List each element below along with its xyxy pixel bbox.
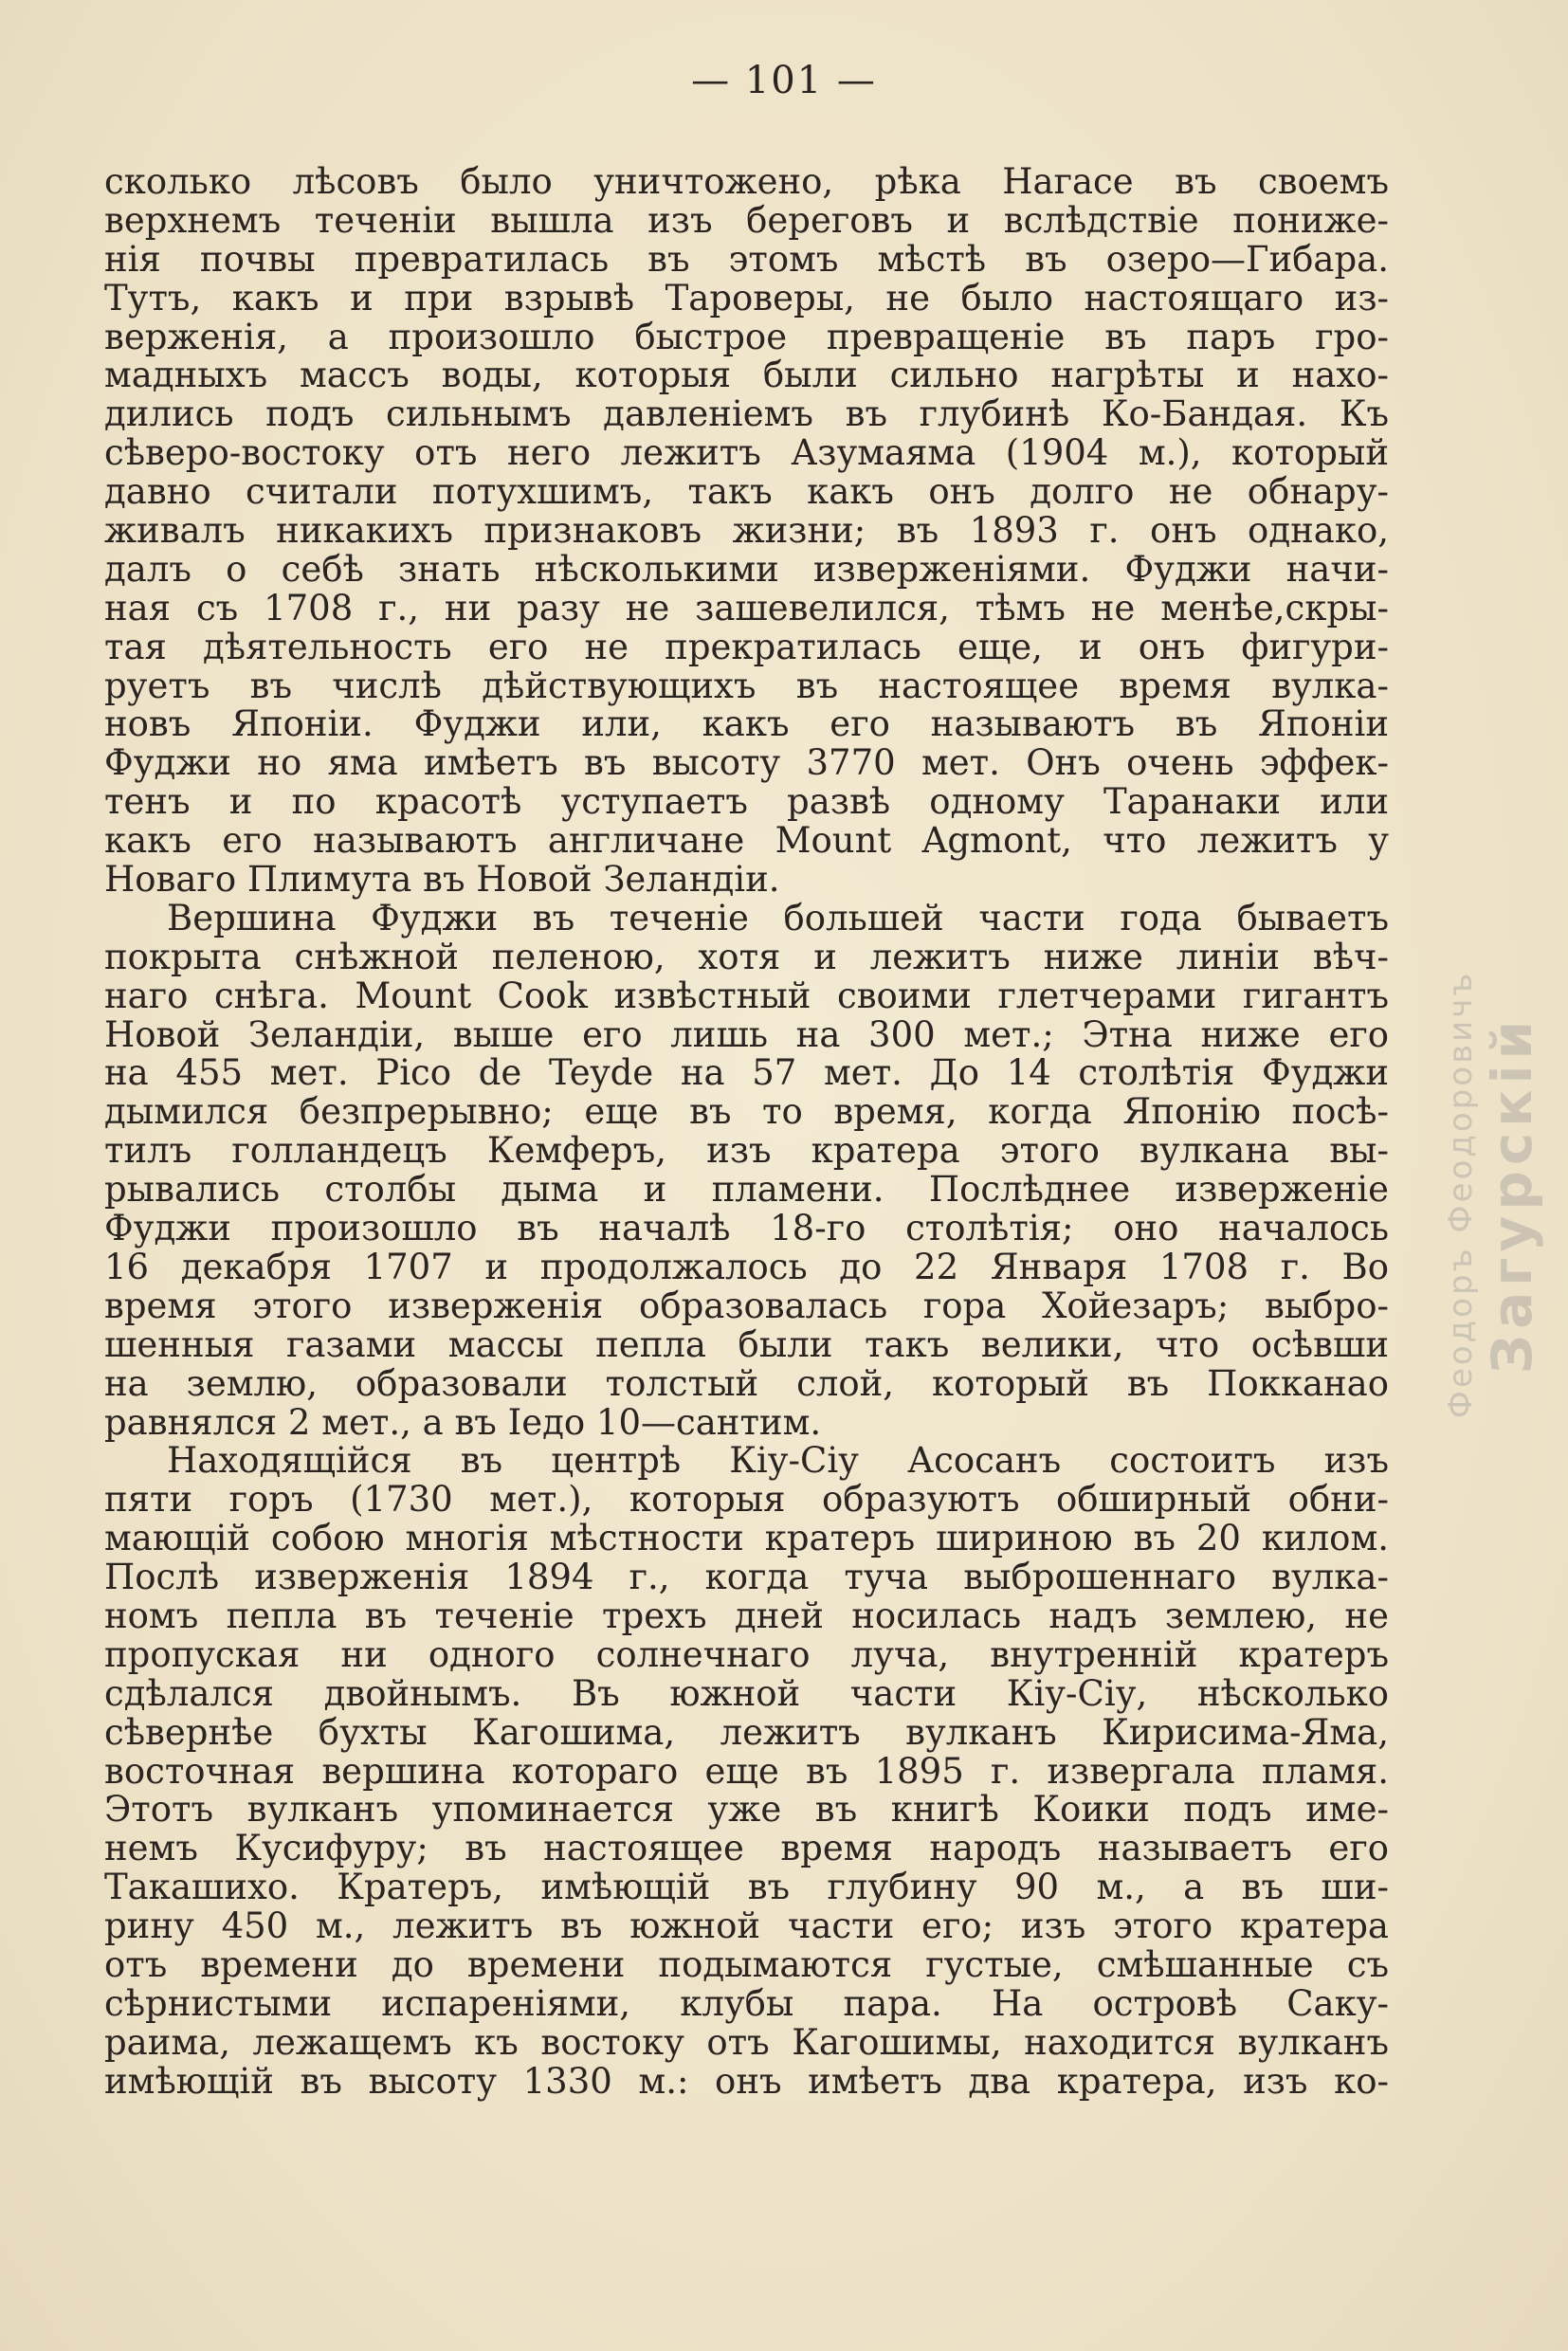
stamp-line-1: Феодоръ Феодоровичъ: [1442, 970, 1480, 1419]
text-line: мадныхъ массъ воды, которыя были сильно нагрѣты и нахо-: [104, 355, 1389, 396]
paragraph-start-line: Вершина Фуджи въ теченіе большей части года бываетъ: [167, 897, 1389, 939]
text-line: Новаго Плимута въ Новой Зеландіи.: [104, 859, 780, 901]
page-number: — 101 —: [691, 59, 877, 102]
text-line: восточная вершина котораго еще въ 1895 г. извергала пламя.: [104, 1750, 1389, 1792]
text-line: верхнемъ теченіи вышла изъ береговъ и вслѣдствіе пониже-: [104, 199, 1389, 241]
text-line: рину 450 м., лежитъ въ южной части его; изъ этого кратера: [104, 1905, 1389, 1947]
text-line: верженія, а произошло быстрое превращеніе въ паръ гро-: [104, 316, 1389, 357]
text-line: новъ Японіи. Фуджи или, какъ его называютъ въ Японіи: [104, 703, 1389, 745]
text-line: сдѣлался двойнымъ. Въ южной части Кіу-Сіу, нѣсколько: [104, 1672, 1389, 1714]
text-line: мающій собою многія мѣстности кратеръ шириною въ 20 килом.: [104, 1518, 1389, 1559]
text-line: имѣющій въ высоту 1330 м.: онъ имѣетъ два кратера, изъ ко-: [104, 2060, 1389, 2102]
text-line: наго снѣга. Mount Cook извѣстный своими глетчерами гигантъ: [104, 975, 1389, 1016]
text-line: Этотъ вулканъ упоминается уже въ книгѣ Коики подъ име-: [104, 1789, 1389, 1831]
text-line: сколько лѣсовъ было уничтожено, рѣка Нагасе въ своемъ: [104, 161, 1389, 202]
text-line: 16 декабря 1707 и продолжалось до 22 Января 1708 г. Во: [104, 1246, 1389, 1287]
text-line: тая дѣятельность его не прекратилась еще, и онъ фигури-: [104, 626, 1389, 667]
text-line: немъ Кусифуру; въ настоящее время народъ называетъ его: [104, 1828, 1389, 1869]
text-line: сѣвернѣе бухты Кагошима, лежитъ вулканъ Кирисима-Яма,: [104, 1711, 1389, 1753]
text-line: руетъ въ числѣ дѣйствующихъ въ настоящее время вулка-: [104, 665, 1389, 706]
text-line: сѣверо-востоку отъ него лежитъ Азумаяма (1904 м.), который: [104, 432, 1389, 474]
text-line: на землю, образовали толстый слой, который въ Покканао: [104, 1362, 1389, 1404]
text-line: номъ пепла въ теченіе трехъ дней носилась надъ землею, не: [104, 1595, 1389, 1636]
owner-stamp: [1413, 891, 1568, 1498]
text-line: тенъ и по красотѣ уступаетъ развѣ одному Таранаки или: [104, 781, 1389, 823]
text-line: живалъ никакихъ признаковъ жизни; въ 1893 г. онъ однако,: [104, 510, 1389, 552]
text-line: Фуджи но яма имѣетъ въ высоту 3770 мет. Онъ очень эффек-: [104, 742, 1389, 784]
text-line: сѣрнистыми испареніями, клубы пара. На островѣ Саку-: [104, 1982, 1389, 2024]
text-line: давно считали потухшимъ, такъ какъ онъ долго не обнару-: [104, 471, 1389, 513]
text-line: дымился безпрерывно; еще въ то время, когда Японію посѣ-: [104, 1091, 1389, 1133]
text-line: Фуджи произошло въ началѣ 18-го столѣтія; оно началось: [104, 1208, 1389, 1249]
text-line: на 455 мет. Pico de Teyde на 57 мет. До 14 столѣтія Фуджи: [104, 1052, 1389, 1094]
stamp-text: [1442, 971, 1544, 1419]
text-line: Послѣ изверженія 1894 г., когда туча выброшеннаго вулка-: [104, 1557, 1389, 1598]
text-line: шенныя газами массы пепла были такъ велики, что осѣвши: [104, 1323, 1389, 1365]
text-line: равнялся 2 мет., а въ Іедо 10—сантим.: [104, 1401, 822, 1443]
text-line: Тутъ, какъ и при взрывѣ Тароверы, не было настоящаго из-: [104, 277, 1389, 319]
text-line: тилъ голландецъ Кемферъ, изъ кратера этого вулкана вы-: [104, 1130, 1389, 1172]
text-line: нія почвы превратилась въ этомъ мѣстѣ въ озеро—Гибара.: [104, 238, 1389, 280]
text-line: какъ его называютъ англичане Mount Agmont, что лежитъ у: [104, 820, 1389, 862]
text-line: Новой Зеландіи, выше его лишь на 300 мет.; Этна ниже его: [104, 1013, 1389, 1055]
text-line: далъ о себѣ знать нѣсколькими изверженіями. Фуджи начи-: [104, 548, 1389, 590]
text-line: Такашихо. Кратеръ, имѣющій въ глубину 90 м., а въ ши-: [104, 1867, 1389, 1908]
paragraph-start-line: Находящійся въ центрѣ Кіу-Сіу Асосанъ состоитъ изъ: [167, 1440, 1389, 1482]
text-line: пяти горъ (1730 мет.), которыя образуютъ обширный обни-: [104, 1479, 1389, 1521]
text-line: раима, лежащемъ къ востоку отъ Кагошимы, находится вулканъ: [104, 2021, 1389, 2063]
text-line: покрыта снѣжной пеленою, хотя и лежитъ ниже линіи вѣч-: [104, 936, 1389, 977]
text-line: ная съ 1708 г., ни разу не зашевелился, тѣмъ не менѣе,скры-: [104, 587, 1389, 629]
text-line: рывались столбы дыма и пламени. Послѣднее изверженіе: [104, 1169, 1389, 1211]
text-line: дились подъ сильнымъ давленіемъ въ глубинѣ Ко-Бандая. Къ: [104, 393, 1389, 435]
text-line: отъ времени до времени подымаются густые, смѣшанные съ: [104, 1943, 1389, 1985]
stamp-line-2: Загурскій: [1480, 1014, 1544, 1375]
text-line: время этого изверженія образовалась гора Хойезаръ; выбро-: [104, 1285, 1389, 1326]
body-text: [104, 163, 1389, 2102]
text-line: пропуская ни одного солнечнаго луча, внутренній кратеръ: [104, 1633, 1389, 1675]
